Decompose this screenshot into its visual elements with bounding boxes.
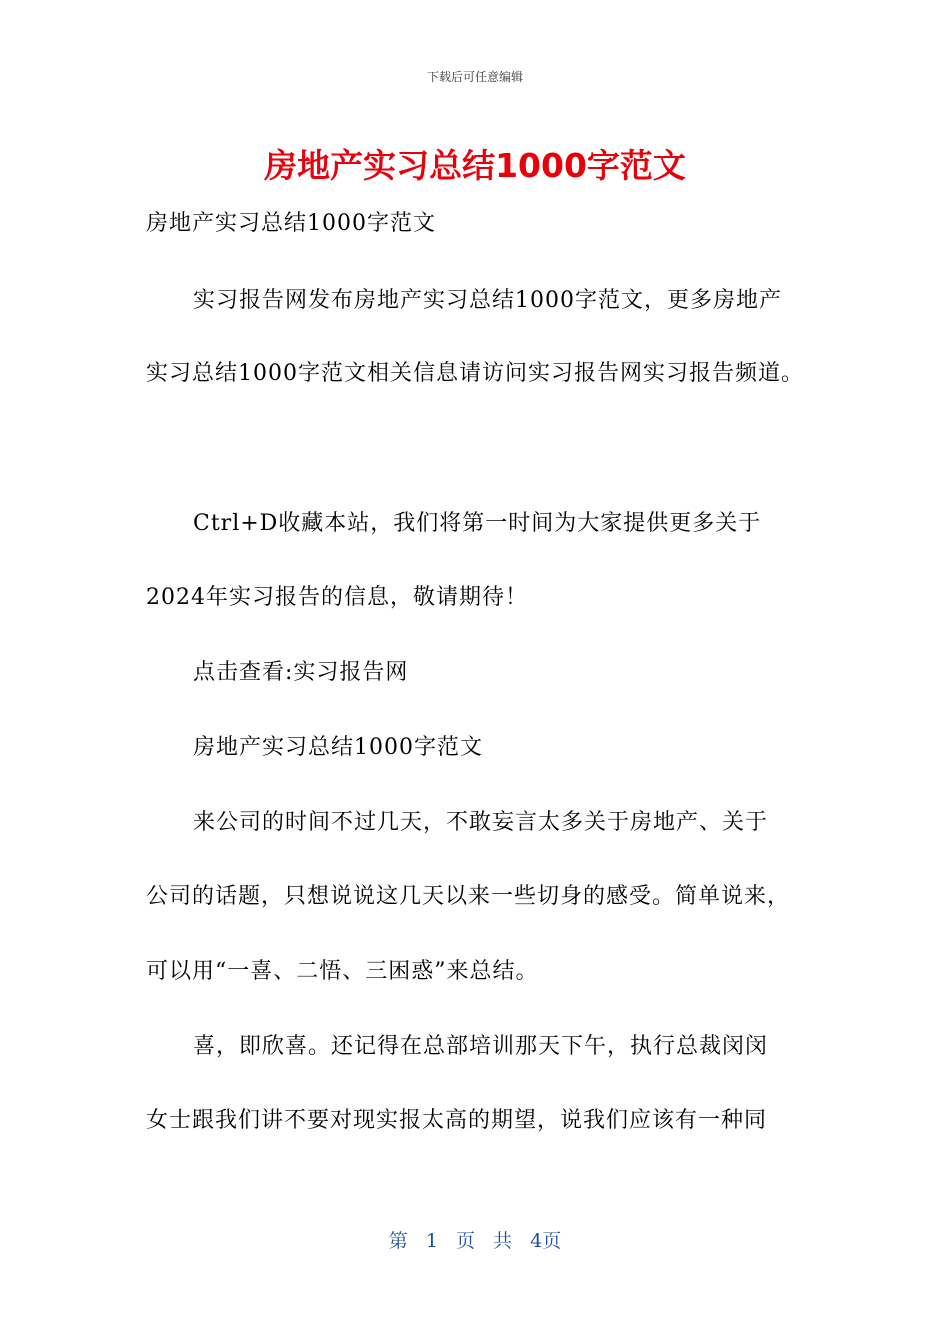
document-title: 房地产实习总结1000字范文 bbox=[264, 146, 686, 185]
footer-total-pages: 4页 bbox=[530, 1230, 562, 1252]
body-line-8: 来公司的时间不过几天，不敢妄言太多关于房地产、关于 bbox=[193, 810, 769, 835]
body-line-7: 房地产实习总结1000字范文 bbox=[193, 735, 483, 760]
page-header-note: 下载后可任意编辑 bbox=[426, 70, 523, 84]
footer-page-prefix: 第 bbox=[388, 1230, 408, 1252]
body-line-4: Ctrl+D收藏本站，我们将第一时间为大家提供更多关于 bbox=[193, 511, 762, 536]
footer-current-page: 1 bbox=[425, 1230, 438, 1252]
body-line-2: 实习报告网发布房地产实习总结1000字范文，更多房地产 bbox=[193, 288, 782, 313]
footer-page-word: 页 bbox=[455, 1230, 475, 1252]
body-line-5: 2024年实习报告的信息，敬请期待！ bbox=[146, 585, 528, 610]
page-footer bbox=[0, 1226, 950, 1253]
body-line-3: 实习总结1000字范文相关信息请访问实习报告网实习报告频道。 bbox=[146, 361, 804, 386]
body-line-10: 可以用“一喜、二悟、三困惑”来总结。 bbox=[146, 959, 539, 984]
body-line-1: 房地产实习总结1000字范文 bbox=[146, 211, 436, 236]
body-line-6: 点击查看:实习报告网 bbox=[193, 660, 409, 685]
body-line-12: 女士跟我们讲不要对现实报太高的期望，说我们应该有一种同 bbox=[146, 1108, 768, 1133]
body-line-9: 公司的话题，只想说说这几天以来一些切身的感受。简单说来， bbox=[146, 884, 791, 909]
footer-total-word: 共 bbox=[493, 1230, 513, 1252]
body-line-11: 喜，即欣喜。还记得在总部培训那天下午，执行总裁闵闵 bbox=[193, 1034, 769, 1059]
